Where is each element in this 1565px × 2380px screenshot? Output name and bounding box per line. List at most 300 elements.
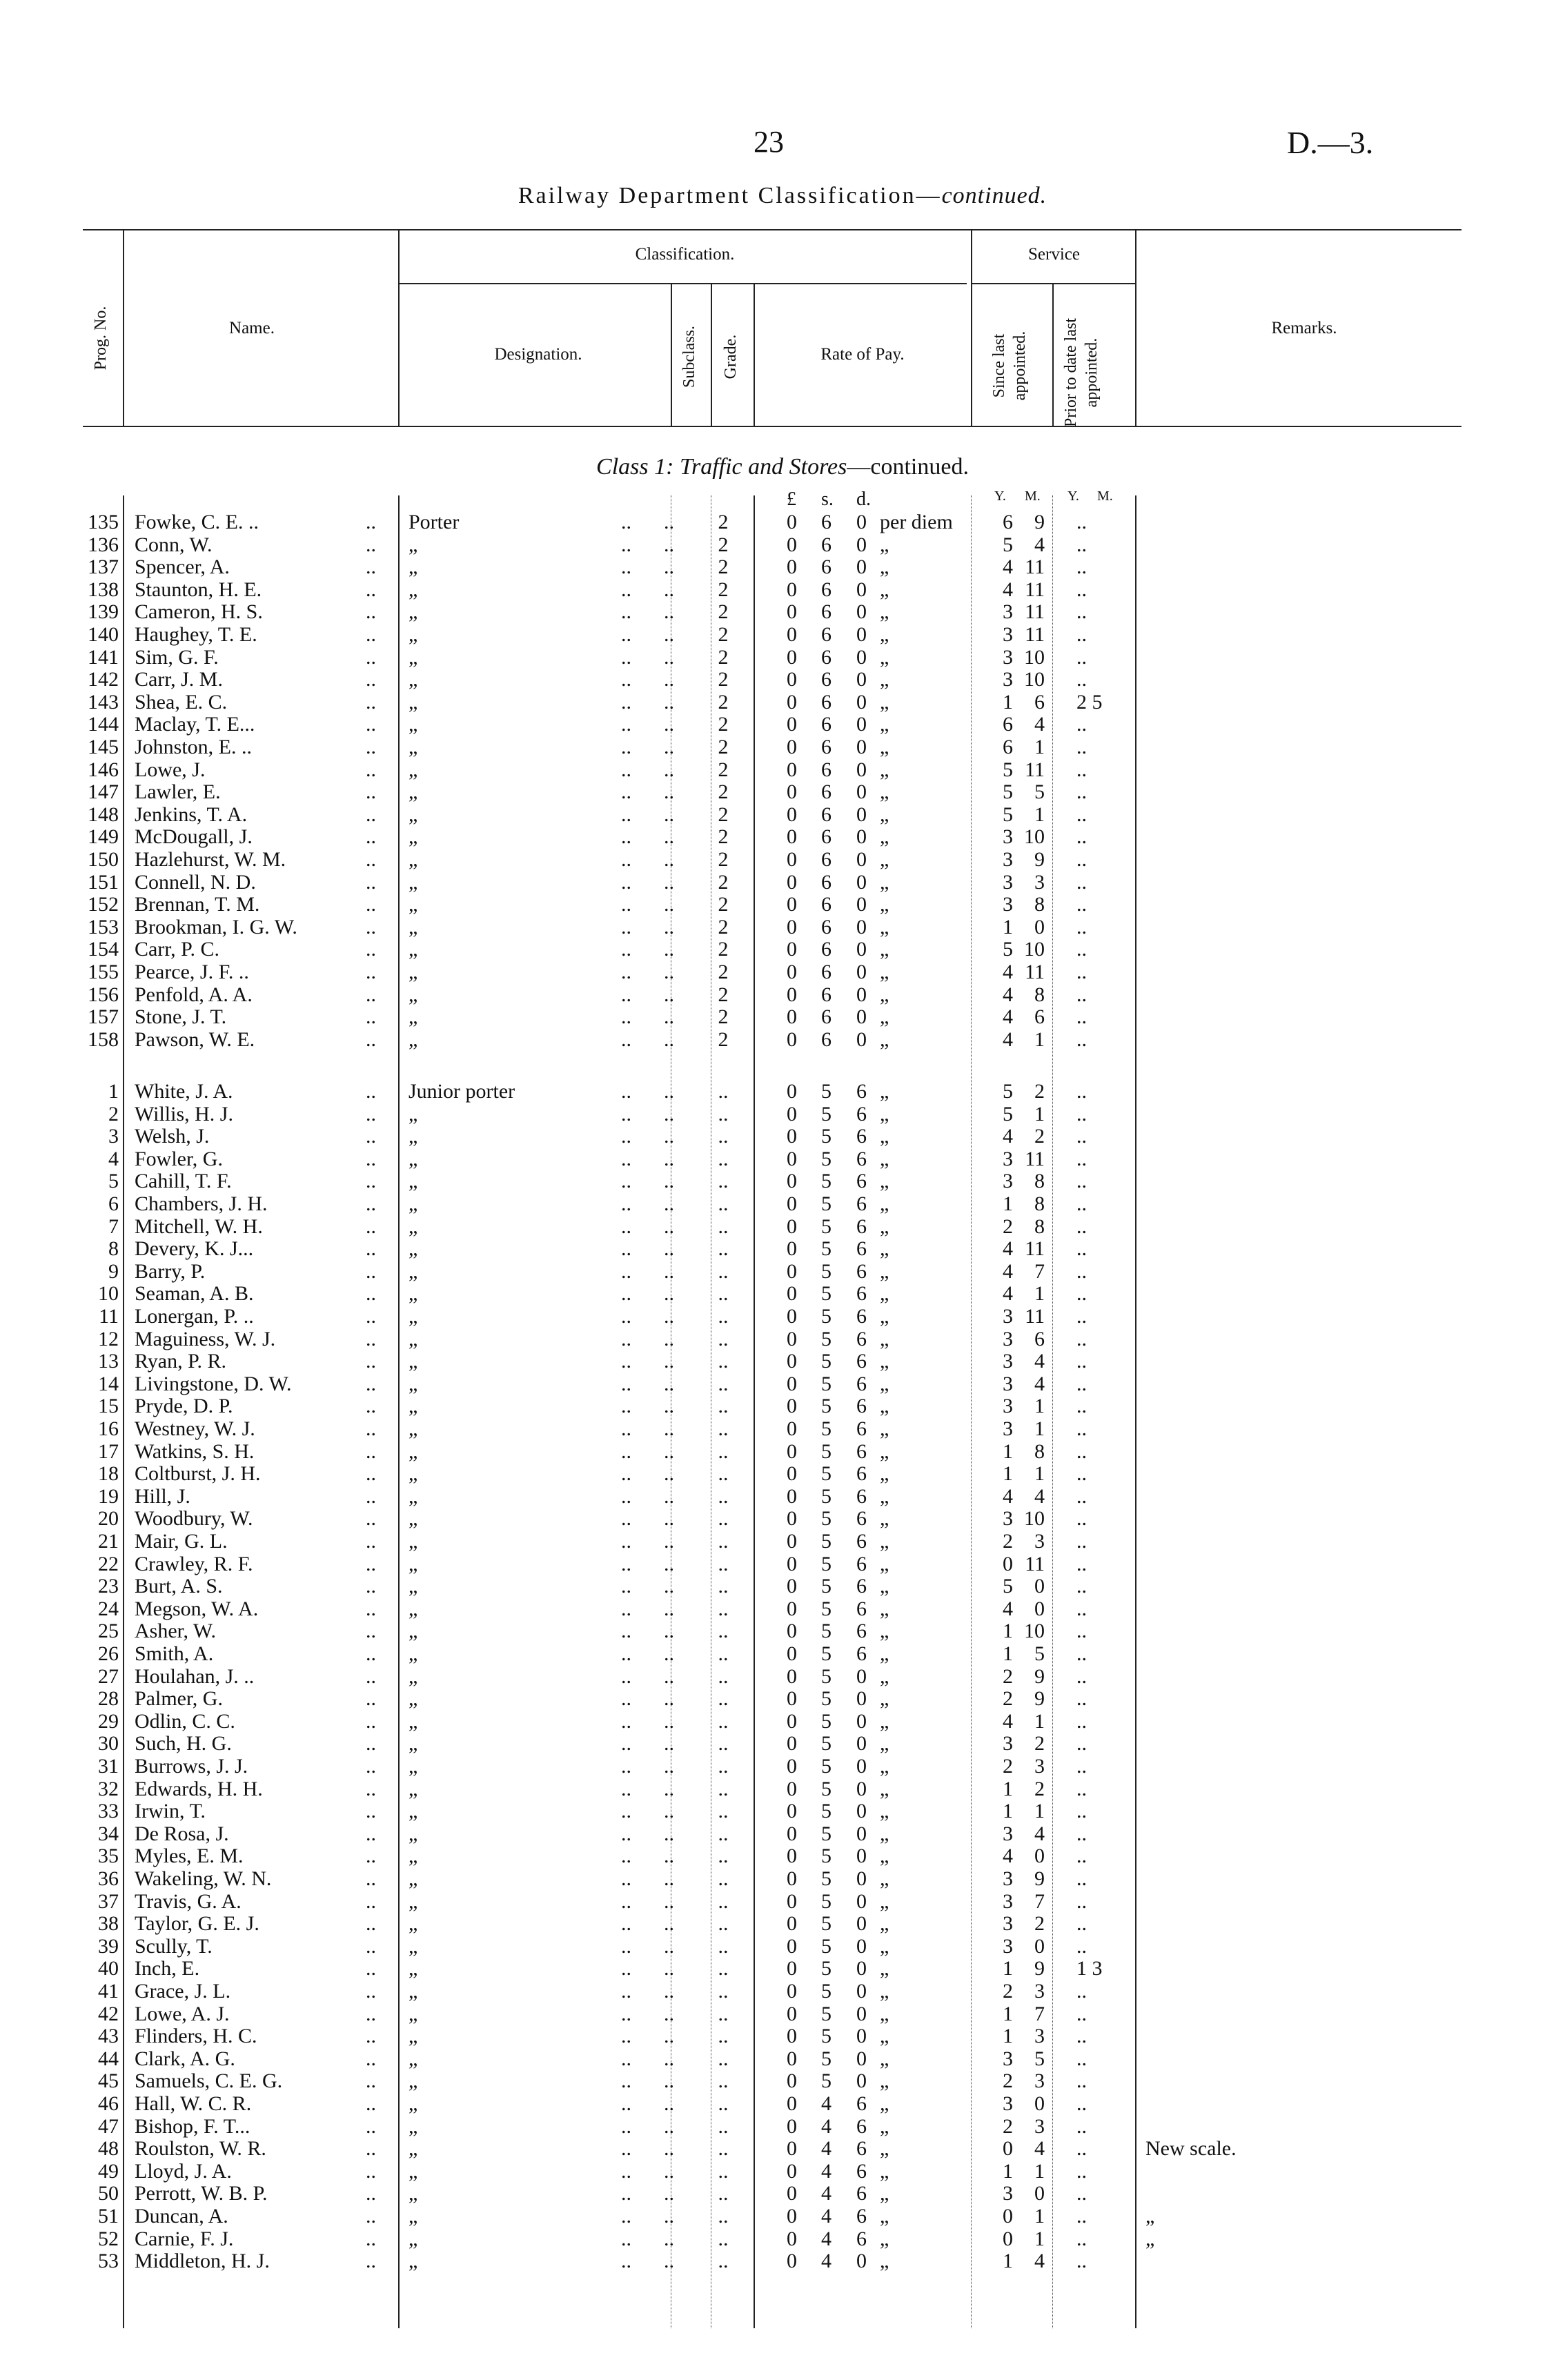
cell-grade: ..: [718, 1777, 729, 1800]
cell-rate-2: 0: [856, 848, 867, 871]
cell-grade: ..: [718, 1372, 729, 1395]
cell-rate-2: 0: [856, 511, 867, 533]
leader-dots: ..: [366, 1597, 376, 1620]
leader-dots: ..: [664, 825, 674, 849]
cell-name: Welsh, J.: [135, 1125, 210, 1148]
cell-rate-3: „: [880, 758, 889, 781]
cell-since-0: 4: [1003, 555, 1013, 579]
cell-no: 22: [98, 1552, 119, 1575]
leader-dots: ..: [664, 893, 674, 916]
leader-dots: ..: [366, 1080, 376, 1103]
leader-dots: ..: [366, 1282, 376, 1306]
cell-rate-1: 5: [821, 1867, 831, 1890]
cell-rate-3: „: [880, 1395, 889, 1418]
cell-rate-2: 6: [856, 1125, 867, 1148]
cell-since-0: 2: [1003, 1214, 1013, 1238]
cell-grade: ..: [718, 1282, 729, 1306]
cell-rate-0: 0: [787, 893, 797, 916]
leader-dots: ..: [664, 1552, 674, 1575]
cell-since-0: 1: [1003, 1957, 1013, 1980]
cell-name: Houlahan, J. ..: [135, 1664, 255, 1688]
cell-no: 9: [108, 1259, 119, 1283]
cell-name: Lloyd, J. A.: [135, 2159, 232, 2183]
cell-name: Spencer, A.: [135, 555, 230, 579]
cell-name: Scully, T.: [135, 1934, 213, 1958]
cell-no: 4: [108, 1147, 119, 1170]
leader-dots: ..: [366, 2114, 376, 2138]
cell-rate-1: 6: [821, 870, 831, 894]
leader-dots: ..: [664, 848, 674, 871]
cell-grade: ..: [718, 2250, 729, 2273]
cell-rate-2: 0: [856, 2002, 867, 2025]
cell-designation: „: [409, 1597, 418, 1620]
cell-rate-0: 0: [787, 578, 797, 601]
cell-no: 145: [88, 736, 119, 758]
cell-since-1: 3: [1034, 2114, 1045, 2138]
leader-dots: ..: [621, 825, 631, 849]
cell-name: Perrott, W. B. P.: [135, 2182, 268, 2205]
leader-dots: ..: [664, 1462, 674, 1486]
cell-name: Haughey, T. E.: [135, 623, 257, 646]
cell-rate-1: 6: [821, 848, 831, 871]
cell-no: 146: [88, 758, 119, 781]
cell-no: 46: [98, 2092, 119, 2115]
cell-grade: ..: [718, 1170, 729, 1193]
cell-since-1: 11: [1025, 1552, 1045, 1575]
cell-prior: ..: [1076, 578, 1087, 601]
leader-dots: ..: [621, 2002, 631, 2025]
cell-no: 20: [98, 1507, 119, 1531]
cell-rate-0: 0: [787, 1102, 797, 1125]
cell-rate-0: 0: [787, 1282, 797, 1306]
cell-grade: ..: [718, 2114, 729, 2138]
leader-dots: ..: [621, 600, 631, 624]
cell-prior: ..: [1076, 1417, 1087, 1440]
cell-since-0: 4: [1003, 1845, 1013, 1868]
leader-dots: ..: [366, 645, 376, 669]
cell-designation: „: [409, 1305, 418, 1328]
cell-no: 21: [98, 1530, 119, 1553]
cell-name: Willis, H. J.: [135, 1102, 233, 1125]
leader-dots: ..: [621, 961, 631, 983]
cell-rate-1: 5: [821, 1327, 831, 1350]
leader-dots: ..: [366, 893, 376, 916]
cell-prior: ..: [1076, 2182, 1087, 2205]
cell-rate-1: 6: [821, 893, 831, 916]
table-row: [0, 1597, 1565, 1620]
cell-designation: „: [409, 2025, 418, 2048]
cell-rate-2: 6: [856, 1102, 867, 1125]
cell-since-1: 1: [1034, 1282, 1045, 1306]
table-row: [0, 1485, 1565, 1508]
cell-rate-3: „: [880, 1575, 889, 1598]
cell-rate-2: 0: [856, 690, 867, 714]
cell-rate-2: 6: [856, 1214, 867, 1238]
cell-designation: „: [409, 1237, 418, 1261]
leader-dots: ..: [621, 713, 631, 736]
cell-since-1: 10: [1024, 1620, 1045, 1643]
table-row: [0, 1440, 1565, 1463]
cell-rate-2: 0: [856, 893, 867, 916]
leader-dots: ..: [664, 736, 674, 758]
cell-since-0: 1: [1003, 2250, 1013, 2273]
cell-rate-2: 0: [856, 1957, 867, 1980]
cell-rate-3: „: [880, 1417, 889, 1440]
cell-prior: ..: [1076, 2250, 1087, 2273]
cell-since-0: 0: [1003, 2227, 1013, 2250]
cell-since-0: 4: [1003, 1597, 1013, 1620]
cell-no: 23: [98, 1575, 119, 1598]
leader-dots: ..: [621, 1845, 631, 1868]
cell-rate-1: 4: [821, 2205, 831, 2227]
leader-dots: ..: [664, 555, 674, 579]
cell-grade: ..: [718, 1687, 729, 1711]
header-prog-no: Prog. No.: [92, 306, 110, 371]
leader-dots: ..: [366, 1327, 376, 1350]
cell-designation: „: [409, 600, 418, 624]
leader-dots: ..: [664, 1664, 674, 1688]
cell-since-1: 2: [1034, 1732, 1045, 1756]
cell-rate-3: „: [880, 1214, 889, 1238]
cell-name: Hill, J.: [135, 1484, 190, 1508]
leader-dots: ..: [621, 668, 631, 691]
cell-since-1: 11: [1025, 758, 1045, 781]
cell-no: 139: [88, 600, 119, 624]
cell-designation: „: [409, 1620, 418, 1643]
cell-grade: ..: [718, 1889, 729, 1913]
cell-since-1: 9: [1034, 1687, 1045, 1711]
leader-dots: ..: [621, 848, 631, 871]
cell-rate-2: 0: [856, 1755, 867, 1778]
cell-rate-2: 6: [856, 1620, 867, 1643]
cell-rate-2: 0: [856, 961, 867, 983]
cell-no: 141: [88, 645, 119, 669]
table-row: [0, 803, 1565, 826]
table-row: [0, 1553, 1565, 1575]
cell-prior: ..: [1076, 1237, 1087, 1261]
cell-since-0: 3: [1003, 1327, 1013, 1350]
cell-designation: „: [409, 1327, 418, 1350]
cell-designation: „: [409, 2227, 418, 2250]
table-title-suffix: continued.: [941, 183, 1047, 208]
cell-grade: ..: [718, 1417, 729, 1440]
cell-grade: ..: [718, 1439, 729, 1463]
cell-designation: „: [409, 1170, 418, 1193]
cell-since-0: 4: [1003, 578, 1013, 601]
cell-no: 144: [88, 713, 119, 736]
cell-since-1: 1: [1034, 1709, 1045, 1733]
cell-no: 149: [88, 825, 119, 849]
cell-grade: ..: [718, 1732, 729, 1756]
cell-since-0: 4: [1003, 983, 1013, 1006]
cell-rate-3: „: [880, 2069, 889, 2093]
leader-dots: ..: [366, 803, 376, 826]
leader-dots: ..: [664, 1305, 674, 1328]
leader-dots: ..: [664, 780, 674, 804]
cell-rate-2: 6: [856, 2137, 867, 2161]
cell-rate-3: „: [880, 1005, 889, 1029]
leader-dots: ..: [664, 1102, 674, 1125]
cell-since-1: 1: [1034, 736, 1045, 758]
cell-rate-1: 6: [821, 555, 831, 579]
cell-rate-3: per diem: [880, 511, 953, 533]
leader-dots: ..: [664, 870, 674, 894]
cell-grade: 2: [718, 848, 729, 871]
cell-since-1: 11: [1025, 623, 1045, 646]
cell-designation: „: [409, 1822, 418, 1845]
table-row: [0, 2182, 1565, 2205]
cell-no: 34: [98, 1822, 119, 1845]
cell-rate-1: 6: [821, 668, 831, 691]
cell-rate-3: „: [880, 1237, 889, 1261]
cell-no: 32: [98, 1777, 119, 1800]
cell-rate-3: „: [880, 1125, 889, 1148]
table-row: [0, 736, 1565, 758]
cell-no: 25: [98, 1620, 119, 1643]
cell-prior: ..: [1076, 1912, 1087, 1936]
cell-no: 11: [99, 1305, 119, 1328]
leader-dots: ..: [621, 870, 631, 894]
cell-designation: „: [409, 668, 418, 691]
cell-rate-2: 6: [856, 1192, 867, 1215]
table-row: [0, 2047, 1565, 2070]
cell-designation: Junior porter: [409, 1080, 515, 1103]
cell-no: 19: [98, 1484, 119, 1508]
cell-grade: ..: [718, 2069, 729, 2093]
cell-no: 142: [88, 668, 119, 691]
cell-since-1: 11: [1025, 555, 1045, 579]
cell-since-1: 11: [1025, 600, 1045, 624]
cell-prior: ..: [1076, 1822, 1087, 1845]
table-row: [0, 1462, 1565, 1485]
leader-dots: ..: [621, 758, 631, 781]
cell-since-1: 0: [1034, 1845, 1045, 1868]
cell-prior: ..: [1076, 2137, 1087, 2161]
cell-since-0: 3: [1003, 1732, 1013, 1756]
leader-dots: ..: [664, 2137, 674, 2161]
leader-dots: ..: [664, 1845, 674, 1868]
cell-designation: „: [409, 1507, 418, 1531]
cell-grade: 2: [718, 961, 729, 983]
leader-dots: ..: [366, 1170, 376, 1193]
leader-dots: ..: [366, 1575, 376, 1598]
cell-no: 49: [98, 2159, 119, 2183]
cell-no: 137: [88, 555, 119, 579]
cell-prior: ..: [1076, 533, 1087, 556]
page-number: 23: [754, 125, 784, 159]
cell-prior: ..: [1076, 2227, 1087, 2250]
cell-since-0: 2: [1003, 1687, 1013, 1711]
cell-no: 45: [98, 2069, 119, 2093]
cell-rate-0: 0: [787, 1620, 797, 1643]
cell-designation: „: [409, 1462, 418, 1486]
leader-dots: ..: [664, 1170, 674, 1193]
leader-dots: ..: [621, 1777, 631, 1800]
cell-rate-2: 6: [856, 1305, 867, 1328]
table-row: [0, 893, 1565, 916]
leader-dots: ..: [621, 1102, 631, 1125]
unit-months-1: M.: [1025, 489, 1041, 504]
cell-rate-2: 6: [856, 1080, 867, 1103]
cell-rate-1: 5: [821, 1237, 831, 1261]
leader-dots: ..: [664, 1259, 674, 1283]
cell-designation: „: [409, 2182, 418, 2205]
leader-dots: ..: [366, 1462, 376, 1486]
cell-designation: „: [409, 983, 418, 1006]
cell-rate-3: „: [880, 1597, 889, 1620]
cell-designation: „: [409, 1934, 418, 1958]
cell-prior: ..: [1076, 1777, 1087, 1800]
table-row: [0, 1778, 1565, 1800]
cell-rate-1: 5: [821, 1484, 831, 1508]
cell-rate-3: „: [880, 1957, 889, 1980]
cell-prior: ..: [1076, 1934, 1087, 1958]
leader-dots: ..: [366, 2182, 376, 2205]
cell-name: Brookman, I. G. W.: [135, 915, 297, 938]
table-row: [0, 511, 1565, 533]
units-row: [0, 489, 1565, 509]
table-row: [0, 1620, 1565, 1642]
cell-rate-3: „: [880, 1305, 889, 1328]
cell-rate-3: „: [880, 848, 889, 871]
cell-grade: 2: [718, 690, 729, 714]
cell-rate-0: 0: [787, 1597, 797, 1620]
leader-dots: ..: [664, 915, 674, 938]
cell-rate-3: „: [880, 1777, 889, 1800]
cell-rate-0: 0: [787, 1575, 797, 1598]
leader-dots: ..: [664, 578, 674, 601]
cell-remarks: „: [1145, 2227, 1155, 2250]
cell-name: Such, H. G.: [135, 1732, 232, 1756]
header-subclass: Subclass.: [680, 326, 698, 388]
leader-dots: ..: [621, 893, 631, 916]
cell-rate-1: 5: [821, 1170, 831, 1193]
leader-dots: ..: [621, 1005, 631, 1029]
leader-dots: ..: [621, 1934, 631, 1958]
cell-name: Travis, G. A.: [135, 1889, 242, 1913]
leader-dots: ..: [664, 2250, 674, 2273]
cell-rate-0: 0: [787, 1350, 797, 1373]
cell-rate-1: 5: [821, 1507, 831, 1531]
cell-grade: ..: [718, 1327, 729, 1350]
leader-dots: ..: [621, 915, 631, 938]
leader-dots: ..: [366, 1755, 376, 1778]
leader-dots: ..: [366, 758, 376, 781]
table-row: [0, 1845, 1565, 1867]
leader-dots: ..: [664, 1867, 674, 1890]
cell-rate-2: 0: [856, 780, 867, 804]
cell-prior: ..: [1076, 758, 1087, 781]
section-heading-italic: Class 1: Traffic and Stores: [596, 454, 847, 480]
cell-rate-3: „: [880, 578, 889, 601]
leader-dots: ..: [621, 1620, 631, 1643]
cell-designation: „: [409, 1214, 418, 1238]
table-row: [0, 1005, 1565, 1028]
leader-dots: ..: [366, 2250, 376, 2273]
cell-prior: ..: [1076, 1214, 1087, 1238]
cell-prior: ..: [1076, 1845, 1087, 1868]
leader-dots: ..: [366, 1484, 376, 1508]
leader-dots: ..: [664, 1957, 674, 1980]
table-row: [0, 1260, 1565, 1283]
table-row: [0, 1148, 1565, 1170]
cell-rate-3: „: [880, 2114, 889, 2138]
cell-name: Sim, G. F.: [135, 645, 219, 669]
cell-no: 29: [98, 1709, 119, 1733]
table-row: [0, 1867, 1565, 1890]
cell-grade: ..: [718, 2002, 729, 2025]
leader-dots: ..: [621, 2114, 631, 2138]
cell-since-0: 5: [1003, 533, 1013, 556]
cell-rate-0: 0: [787, 938, 797, 961]
cell-grade: 2: [718, 668, 729, 691]
cell-rate-3: „: [880, 961, 889, 983]
leader-dots: ..: [366, 1192, 376, 1215]
cell-rate-0: 0: [787, 1845, 797, 1868]
leader-dots: ..: [621, 1192, 631, 1215]
cell-grade: 2: [718, 713, 729, 736]
leader-dots: ..: [664, 1980, 674, 2003]
cell-since-0: 3: [1003, 600, 1013, 624]
leader-dots: ..: [664, 645, 674, 669]
cell-designation: „: [409, 1575, 418, 1598]
cell-grade: 2: [718, 825, 729, 849]
cell-since-0: 1: [1003, 1439, 1013, 1463]
cell-name: White, J. A.: [135, 1080, 233, 1103]
cell-grade: ..: [718, 1192, 729, 1215]
cell-rate-3: „: [880, 1709, 889, 1733]
cell-since-0: 3: [1003, 1395, 1013, 1418]
cell-rate-0: 0: [787, 2137, 797, 2161]
cell-since-0: 4: [1003, 1027, 1013, 1051]
cell-no: 150: [88, 848, 119, 871]
cell-since-0: 4: [1003, 1709, 1013, 1733]
cell-since-0: 1: [1003, 915, 1013, 938]
leader-dots: ..: [621, 1259, 631, 1283]
cell-grade: 2: [718, 870, 729, 894]
cell-rate-0: 0: [787, 1214, 797, 1238]
cell-name: McDougall, J.: [135, 825, 253, 849]
cell-rate-1: 6: [821, 758, 831, 781]
cell-rate-3: „: [880, 2227, 889, 2250]
cell-rate-3: „: [880, 690, 889, 714]
cell-prior: ..: [1076, 1102, 1087, 1125]
cell-name: Chambers, J. H.: [135, 1192, 268, 1215]
cell-rate-3: „: [880, 1755, 889, 1778]
cell-grade: ..: [718, 1620, 729, 1643]
cell-grade: ..: [718, 1800, 729, 1823]
cell-rate-0: 0: [787, 2114, 797, 2138]
cell-grade: ..: [718, 1552, 729, 1575]
leader-dots: ..: [664, 2205, 674, 2227]
cell-prior: ..: [1076, 668, 1087, 691]
cell-since-0: 5: [1003, 758, 1013, 781]
header-designation: Designation.: [494, 345, 582, 364]
rule-classification: [398, 283, 967, 284]
leader-dots: ..: [366, 1822, 376, 1845]
cell-since-0: 3: [1003, 1350, 1013, 1373]
table-row: [0, 1755, 1565, 1778]
unit-shillings: s.: [821, 489, 834, 510]
cell-rate-3: „: [880, 915, 889, 938]
cell-since-1: 8: [1034, 1214, 1045, 1238]
cell-rate-1: 6: [821, 736, 831, 758]
cell-rate-0: 0: [787, 848, 797, 871]
cell-prior: ..: [1076, 1664, 1087, 1688]
cell-rate-1: 5: [821, 1462, 831, 1486]
cell-rate-2: 6: [856, 1417, 867, 1440]
cell-prior: ..: [1076, 645, 1087, 669]
